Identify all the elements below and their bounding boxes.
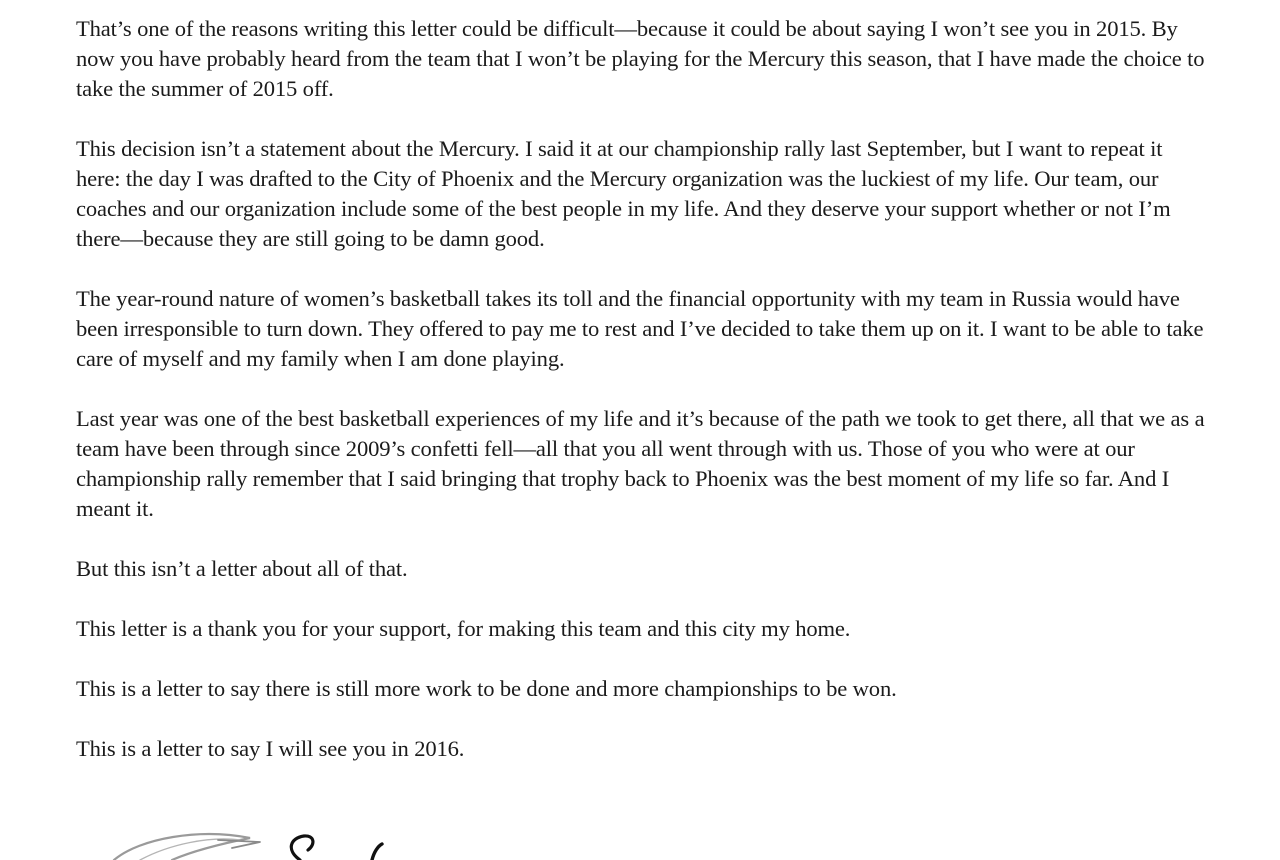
paragraph-reasons: That’s one of the reasons writing this letter could be difficult—because it could be about saying I won’t see you in 2015. By now you have probably heard from the team that I won’t be playing for the Mercury this season, that I have made the choice to take the summer of 2015 off. [76,16,1205,101]
paragraph-not-about-that: But this isn’t a letter about all of that. [76,556,408,581]
signature-icon [100,820,460,860]
paragraph-see-you-2016: This is a letter to say I will see you in 2016. [76,736,465,761]
paragraph-thank-you: This letter is a thank you for your support, for making this team and this city my home. [76,616,851,641]
letter-body [76,14,1211,794]
paragraph-year-round: The year-round nature of women’s basketball takes its toll and the financial opportunity with my team in Russia would have been irresponsible to turn down. They offered to pay me to rest and I’ve decided to take them up on it. I want to be able to take care of myself and my family when I am done playing. [76,286,1204,371]
paragraph-decision: This decision isn’t a statement about the Mercury. I said it at our championship rally last September, but I want to repeat it here: the day I was drafted to the City of Phoenix and the Mercury organization was the luckiest of my life. Our team, our coaches and our organization include some of the best people in my life. And they deserve your support whether or not I’m there—because they are still going to be damn good. [76,136,1171,251]
paragraph-last-year: Last year was one of the best basketball experiences of my life and it’s because of the path we took to get there, all that we as a team have been through since 2009’s confetti fell—all that you all went through with us. Those of you who were at our championship rally remember that I said bringing that trophy back to Phoenix was the best moment of my life so far. And I meant it. [76,406,1205,521]
paragraph-more-work: This is a letter to say there is still more work to be done and more championships to be won. [76,676,897,701]
